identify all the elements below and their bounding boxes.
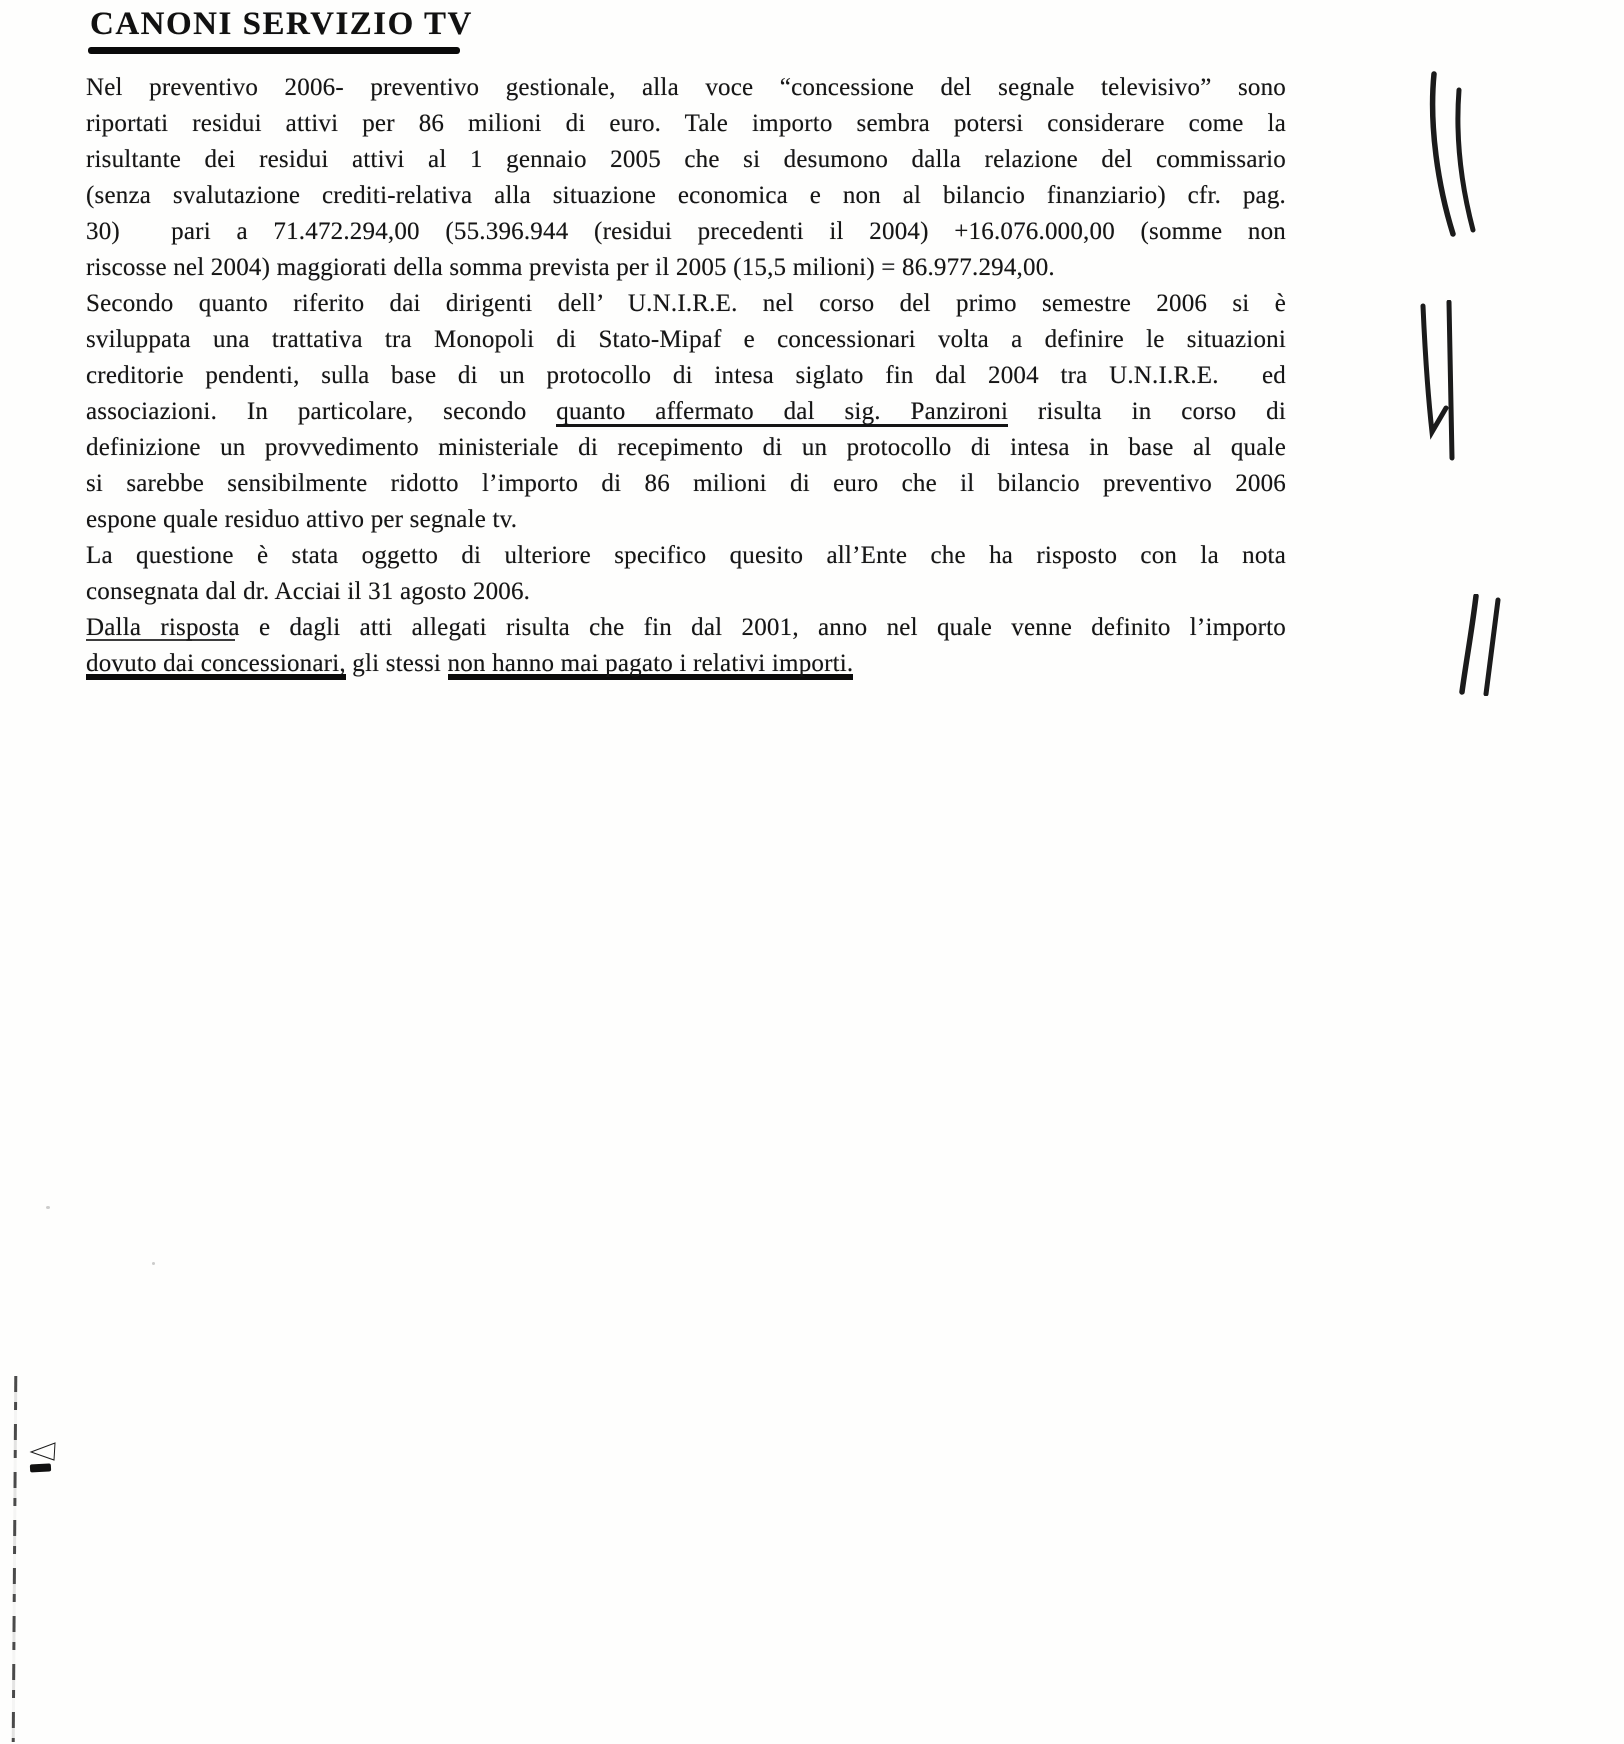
text-line bbox=[86, 502, 1286, 538]
double-pen-tick-middle-right-icon bbox=[1413, 300, 1461, 462]
page-title: CANONI SERVIZIO TV bbox=[90, 6, 473, 42]
text-segment: riportati residui attivi per 86 milioni di euro. Tale importo sembra potersi considerare come la bbox=[86, 110, 1286, 137]
text-segment: gli stessi bbox=[345, 650, 448, 677]
text-segment: e dagli atti allegati risulta che fin dal 2001, anno nel quale venne definito l’importo bbox=[239, 614, 1287, 641]
text-line bbox=[86, 430, 1286, 466]
scan-speck bbox=[152, 1262, 155, 1265]
text-segment: La questione è stata oggetto di ulteriore specifico quesito all’Ente che ha risposto con la nota bbox=[86, 542, 1286, 569]
text-segment: si sarebbe sensibilmente ridotto l’importo di 86 milioni di euro che il bilancio preventivo 2006 bbox=[86, 470, 1286, 497]
text-line bbox=[86, 250, 1286, 286]
text-line bbox=[86, 142, 1286, 178]
text-line bbox=[86, 286, 1286, 322]
text-line bbox=[86, 646, 1286, 682]
underlined-text-segment: dovuto dai concessionari, bbox=[86, 650, 346, 680]
text-segment: (senza svalutazione crediti-relativa alla situazione economica e non al bilancio finanziario) cfr. pag. bbox=[86, 182, 1286, 209]
text-segment: sviluppata una trattativa tra Monopoli di Stato-Mipaf e concessionari volta a definire le situazioni bbox=[86, 326, 1286, 353]
text-line bbox=[86, 610, 1286, 646]
text-line bbox=[86, 106, 1286, 142]
text-segment: riscosse nel 2004) maggiorati della somma prevista per il 2005 (15,5 milioni) = 86.977.294,00. bbox=[86, 254, 1055, 281]
underlined-text-segment: non hanno mai pagato i relativi importi. bbox=[448, 650, 854, 680]
text-segment: risulta in corso di bbox=[1008, 398, 1286, 425]
text-line bbox=[86, 214, 1286, 250]
scan-speck bbox=[46, 1206, 50, 1209]
text-line bbox=[86, 466, 1286, 502]
text-body bbox=[86, 70, 1286, 682]
title-underline bbox=[88, 47, 460, 54]
text-segment: espone quale residuo attivo per segnale tv. bbox=[86, 506, 518, 533]
text-line bbox=[86, 538, 1286, 574]
double-pen-tick-top-right-icon bbox=[1425, 68, 1485, 240]
text-line bbox=[86, 178, 1286, 214]
underlined-text-segment: Dalla risposta bbox=[86, 614, 240, 641]
text-segment: creditorie pendenti, sulla base di un protocollo di intesa siglato fin dal 2004 tra U.N.I.R.E. ed bbox=[86, 362, 1286, 389]
arrow-mark-icon bbox=[28, 1440, 64, 1476]
text-line bbox=[86, 358, 1286, 394]
text-segment: associazioni. In particolare, secondo bbox=[86, 398, 557, 425]
text-segment: risultante dei residui attivi al 1 gennaio 2005 che si desumono dalla relazione del commissario bbox=[86, 146, 1286, 173]
double-pen-tick-bottom-right-icon bbox=[1458, 594, 1506, 696]
text-line bbox=[86, 70, 1286, 106]
text-segment: 30) pari a 71.472.294,00 (55.396.944 (residui precedenti il 2004) +16.076.000,00 (somme non bbox=[86, 218, 1286, 245]
text-line bbox=[86, 322, 1286, 358]
text-segment: Nel preventivo 2006- preventivo gestionale, alla voce “concessione del segnale televisivo” sono bbox=[86, 74, 1286, 101]
text-segment: consegnata dal dr. Acciai il 31 agosto 2006. bbox=[86, 578, 531, 605]
dashed-pen-line-left-margin bbox=[12, 1376, 18, 1742]
text-segment: definizione un provvedimento ministeriale di recepimento di un protocollo di intesa in base al quale bbox=[86, 434, 1286, 461]
text-line bbox=[86, 394, 1286, 430]
text-segment: Secondo quanto riferito dai dirigenti dell’ U.N.I.R.E. nel corso del primo semestre 2006 si è bbox=[86, 290, 1286, 317]
text-line bbox=[86, 574, 1286, 610]
underlined-text-segment: quanto affermato dal sig. Panzironi bbox=[556, 398, 1009, 425]
